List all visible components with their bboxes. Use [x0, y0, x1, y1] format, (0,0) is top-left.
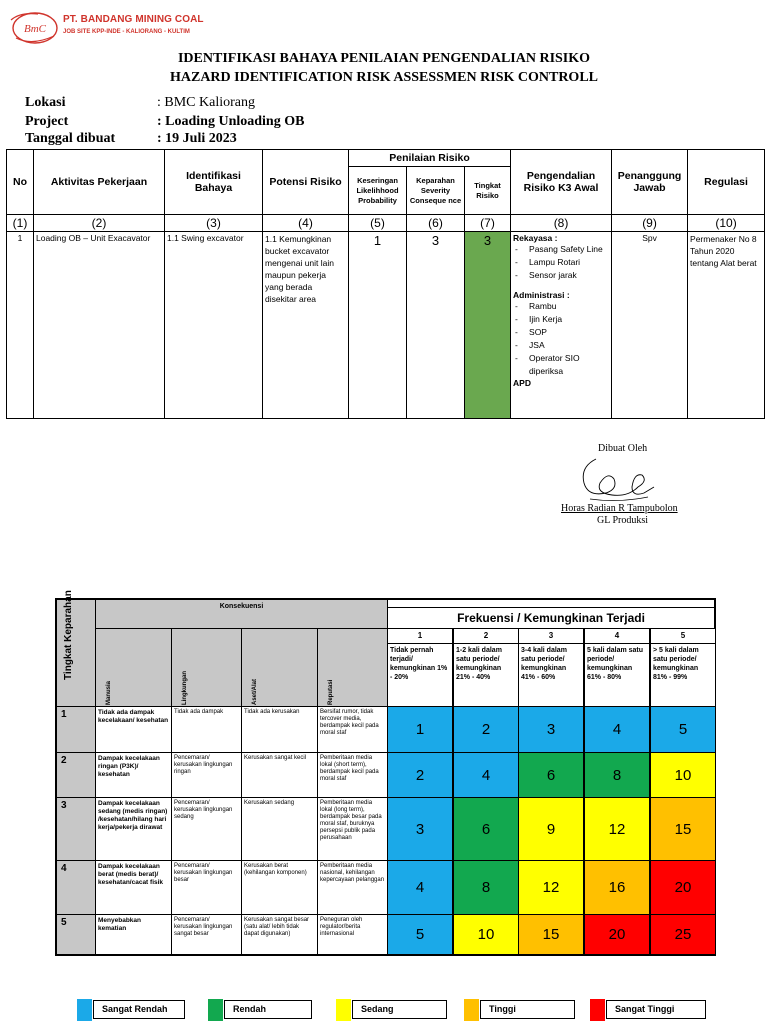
risk-score-cell: 4 [453, 752, 519, 798]
freq-description: 3-4 kali dalam satu periode/ kemungkinan 41% - 60% [518, 643, 584, 707]
column-number: (2) [34, 215, 165, 232]
header-regulasi: Regulasi [688, 150, 765, 215]
consequence-reputasi: Pemberitaan media lokal (short term), berdampak kecil pada moral staf [317, 752, 388, 798]
tingkat-keparahan-cell [56, 590, 96, 707]
row-tingkat: 3 [465, 232, 511, 419]
frekuensi-header: Frekuensi / Kemungkinan Terjadi [387, 607, 715, 629]
consequence-lingkungan: Tidak ada dampak [171, 706, 242, 753]
severity-level: 5 [56, 914, 96, 955]
risk-score-cell: 3 [518, 706, 584, 753]
company-name: PT. BANDANG MINING COAL [63, 14, 204, 25]
freq-number: 3 [518, 628, 584, 644]
row-regulasi: Permenaker No 8 Tahun 2020 tentang Alat berat [688, 232, 765, 419]
legend-swatch [77, 999, 92, 1021]
tingkat-keparahan-label: Tingkat Keparahan [63, 590, 74, 680]
header-identifikasi: Identifikasi Bahaya [165, 150, 263, 215]
column-number: (5) [349, 215, 407, 232]
legend-swatch [590, 999, 605, 1021]
column-number: (1) [7, 215, 34, 232]
legend-swatch [336, 999, 351, 1021]
risk-score-cell: 4 [584, 706, 650, 753]
column-number: (8) [511, 215, 612, 232]
signature-image [578, 453, 658, 508]
list-item: - JSA [513, 339, 609, 352]
header-keparahan: Keparahan Severity Conseque nce [407, 167, 465, 215]
row-identifikasi: 1.1 Swing excavator [165, 232, 263, 419]
freq-number: 5 [650, 628, 716, 644]
row-no: 1 [7, 232, 34, 419]
consequence-aset: Tidak ada kerusakan [241, 706, 318, 753]
freq-description: Tidak pernah terjadi/ kemungkinan 1% - 20% [387, 643, 453, 707]
list-item: - Rambu [513, 300, 609, 313]
konsekuensi-header: Konsekuensi [95, 599, 388, 629]
column-number: (6) [407, 215, 465, 232]
consequence-col-lingkungan [171, 628, 242, 707]
header-penanggung: Penanggung Jawab [612, 150, 688, 215]
row-pengendalian [511, 232, 612, 419]
risk-score-cell: 12 [518, 860, 584, 915]
header-tingkat: Tingkat Risiko [465, 167, 511, 215]
risk-score-cell: 8 [453, 860, 519, 915]
project-label: Project [25, 114, 69, 129]
col-label: Lingkungan [182, 671, 188, 705]
list-item: - Lampu Rotari [513, 256, 609, 269]
lokasi-label: Lokasi [25, 95, 66, 110]
risk-matrix [55, 590, 716, 956]
consequence-manusia: Dampak kecelakaan ringan (P3K)/ kesehatan [95, 752, 172, 798]
consequence-reputasi: Peneguran oleh regulator/berita internasional [317, 914, 388, 955]
risk-score-cell: 2 [453, 706, 519, 753]
risk-score-cell: 15 [650, 797, 716, 861]
col-label: Manusia [106, 680, 112, 705]
consequence-manusia: Menyebabkan kematian [95, 914, 172, 955]
risk-score-cell: 25 [650, 914, 716, 955]
legend-label: Sedang [352, 1000, 447, 1019]
legend-label: Sangat Rendah [93, 1000, 185, 1019]
risk-score-cell: 20 [650, 860, 716, 915]
risk-score-cell: 4 [387, 860, 453, 915]
consequence-reputasi: Pemberitaan media lokal (long term), berdampak besar pada moral staf, buruknya persepsi publik pada perusahaan [317, 797, 388, 861]
risk-score-cell: 5 [650, 706, 716, 753]
risk-score-cell: 3 [387, 797, 453, 861]
consequence-manusia: Dampak kecelakaan berat (medis berat)/ kesehatan/cacat fisik [95, 860, 172, 915]
tanggal-label: Tanggal dibuat [25, 131, 116, 146]
severity-level: 1 [56, 706, 96, 753]
consequence-lingkungan: Pencemaran/ kerusakan lingkungan sangat besar [171, 914, 242, 955]
column-number: (3) [165, 215, 263, 232]
list-item: - Sensor jarak [513, 269, 609, 282]
column-number: (4) [263, 215, 349, 232]
risk-score-cell: 20 [584, 914, 650, 955]
header-pengendalian: Pengendalian Risiko K3 Awal [511, 150, 612, 215]
legend-label: Sangat Tinggi [606, 1000, 706, 1019]
risk-score-cell: 12 [584, 797, 650, 861]
consequence-manusia: Dampak kecelakaan sedang (medis ringan) /kesehatan/hilang hari kerja/pekerja dirawat [95, 797, 172, 861]
document-title-id: IDENTIFIKASI BAHAYA PENILAIAN PENGENDALIAN RISIKO [177, 51, 591, 66]
freq-description: 5 kali dalam satu periode/ kemungkinan 61% - 80% [584, 643, 650, 707]
table-row [7, 232, 765, 419]
risk-score-cell: 10 [453, 914, 519, 955]
row-potensi: 1.1 Kemungkinan bucket excavator mengenai unit lain maupun pekerja yang berada disekitar area [263, 232, 349, 419]
signature-position: GL Produksi [597, 515, 649, 526]
consequence-manusia: Tidak ada dampak kecelakaan/ kesehatan [95, 706, 172, 753]
administrasi-heading: Administrasi : [513, 290, 570, 300]
row-penanggung: Spv [612, 232, 688, 419]
freq-number: 4 [584, 628, 650, 644]
col-label: Reputasi [328, 679, 334, 705]
consequence-col-aset [241, 628, 318, 707]
consequence-col-manusia [95, 628, 172, 707]
freq-description: 1-2 kali dalam satu periode/ kemungkinan 21% - 40% [453, 643, 519, 707]
risk-score-cell: 6 [518, 752, 584, 798]
header-potensi: Potensi Risiko [263, 150, 349, 215]
list-item: - Operator SIO diperiksa [513, 352, 609, 378]
row-aktivitas: Loading OB – Unit Exacavator [34, 232, 165, 419]
signature-name: Horas Radian R Tampubolon [561, 503, 678, 514]
column-number: (9) [612, 215, 688, 232]
severity-level: 2 [56, 752, 96, 798]
severity-level: 3 [56, 797, 96, 861]
column-number: (10) [688, 215, 765, 232]
legend-swatch [464, 999, 479, 1021]
rekayasa-heading: Rekayasa : [513, 233, 558, 243]
list-item: - Ijin Kerja [513, 313, 609, 326]
consequence-lingkungan: Pencemaran/ kerusakan lingkungan sedang [171, 797, 242, 861]
freq-number: 1 [387, 628, 453, 644]
freq-description: > 5 kali dalam satu periode/ kemungkinan 81% - 99% [650, 643, 716, 707]
row-keparahan: 3 [407, 232, 465, 419]
risk-score-cell: 6 [453, 797, 519, 861]
consequence-col-reputasi [317, 628, 388, 707]
consequence-reputasi: Bersifat rumor, tidak tercover media, berdampak kecil pada moral staf [317, 706, 388, 753]
freq-number: 2 [453, 628, 519, 644]
risk-score-cell: 16 [584, 860, 650, 915]
consequence-aset: Kerusakan sedang [241, 797, 318, 861]
severity-level: 4 [56, 860, 96, 915]
svg-text:BmC: BmC [24, 23, 46, 35]
list-item: - SOP [513, 326, 609, 339]
consequence-lingkungan: Pencemaran/ kerusakan lingkungan ringan [171, 752, 242, 798]
consequence-aset: Kerusakan sangat kecil [241, 752, 318, 798]
document-title-en: HAZARD IDENTIFICATION RISK ASSESSMEN RISK CONTROLL [169, 70, 598, 85]
project-value: : Loading Unloading OB [157, 114, 305, 129]
job-site: JOB SITE KPP-INDE - KALIORANG - KULTIM [63, 29, 190, 35]
consequence-aset: Kerusakan berat (kehilangan komponen) [241, 860, 318, 915]
risk-score-cell: 8 [584, 752, 650, 798]
list-item: - Pasang Safety Line [513, 243, 609, 256]
legend-label: Tinggi [480, 1000, 575, 1019]
header-keseringan: Keseringan Likelihhood Probability [349, 167, 407, 215]
signature-label: Dibuat Oleh [598, 443, 648, 454]
col-label: Aset/Alat [252, 678, 258, 705]
consequence-reputasi: Pemberitaan media nasional, kehilangan kepercayaan pelanggan [317, 860, 388, 915]
risk-score-cell: 1 [387, 706, 453, 753]
risk-assessment-table [6, 149, 765, 419]
header-aktivitas: Aktivitas Pekerjaan [34, 150, 165, 215]
risk-score-cell: 15 [518, 914, 584, 955]
column-number: (7) [465, 215, 511, 232]
risk-score-cell: 5 [387, 914, 453, 955]
risk-score-cell: 9 [518, 797, 584, 861]
row-keseringan: 1 [349, 232, 407, 419]
company-logo [8, 8, 60, 48]
risk-score-cell: 2 [387, 752, 453, 798]
legend-label: Rendah [224, 1000, 312, 1019]
risk-score-cell: 10 [650, 752, 716, 798]
legend-swatch [208, 999, 223, 1021]
consequence-lingkungan: Pencemaran/ kerusakan lingkungan besar [171, 860, 242, 915]
consequence-aset: Kerusakan sangat besar (satu alat/ lebih tidak dapat digunakan) [241, 914, 318, 955]
header-penilaian: Penilaian Risiko [349, 150, 511, 167]
header-no: No [7, 150, 34, 215]
tanggal-value: : 19 Juli 2023 [157, 131, 237, 146]
apd-heading: APD [513, 378, 531, 388]
lokasi-value: : BMC Kaliorang [157, 95, 255, 110]
